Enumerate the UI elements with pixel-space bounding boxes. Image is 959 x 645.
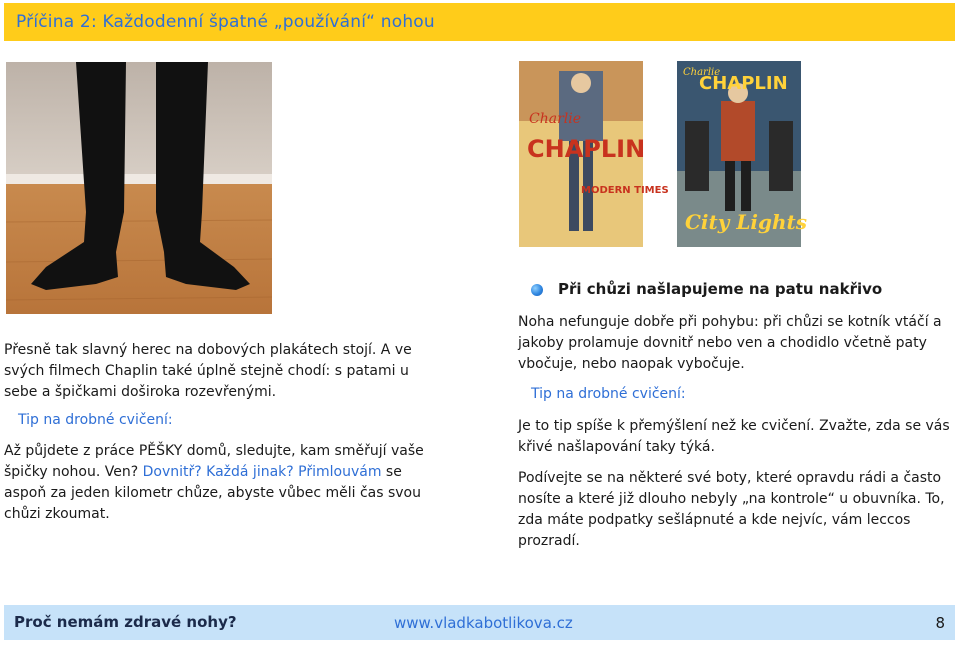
left-para2-b: Dovnitř? Každá jinak? <box>142 464 294 480</box>
poster1-line3: MODERN TIMES <box>581 185 669 196</box>
left-para2-a: Až půjdete z práce PĚŠKY domů, sledujte, kam směřují vaše špičky nohou. Ven? <box>4 443 424 480</box>
footer-bar <box>4 605 955 640</box>
page-number: 8 <box>935 614 945 632</box>
left-paragraph-2 <box>4 441 432 525</box>
modern-times-poster <box>519 61 669 247</box>
right-paragraph-2: Je to tip spíše k přemýšlení než ke cvičení. Zvažte, zda se vás křivé našlapování taky týká. <box>518 418 950 455</box>
header-bar <box>4 3 955 41</box>
left-para2-c: Přimlouvám <box>298 464 382 480</box>
poster2-line2: CHAPLIN <box>699 73 788 94</box>
poster2-line3: City Lights <box>685 210 808 234</box>
right-heading: Při chůzi našlapujeme na patu nakřivo <box>558 280 883 298</box>
left-para2-d: se aspoň za jeden kilometr chůze, abyste vůbec měli čas svou chůzi zkoumat. <box>4 464 421 522</box>
bullet-icon <box>531 284 543 296</box>
left-tip-heading: Tip na drobné cvičení: <box>18 412 173 428</box>
right-paragraph-3: Podívejte se na některé své boty, které opravdu rádi a často nosíte a které již dlouho nebyly „na kontrole“ u obuvníka. To, zda máte podpatky sešlápnuté a kde nejvíc, vám leccos prozradí. <box>518 470 945 549</box>
poster2-line1: Charlie <box>683 67 721 78</box>
poster1-line1: Charlie <box>529 111 582 127</box>
footer-url-link[interactable]: www.vladkabotlikova.cz <box>394 614 573 632</box>
page-title: Příčina 2: Každodenní špatné „používání“ nohou <box>16 12 435 32</box>
feet-photo <box>6 62 272 314</box>
right-paragraph-1: Noha nefunguje dobře při pohybu: při chůzi se kotník vtáčí a jakoby prolamuje dovnitř nebo ven a chodidlo včetně paty vbočuje, nebo naopak vybočuje. <box>518 314 942 372</box>
right-tip-heading: Tip na drobné cvičení: <box>531 386 686 402</box>
city-lights-poster <box>677 61 808 247</box>
poster1-line2: CHAPLIN <box>527 135 646 163</box>
left-paragraph-1: Přesně tak slavný herec na dobových plakátech stojí. A ve svých filmech Chaplin také úplně stejně chodí: s patami u sebe a špičkami doširoka rozevřenými. <box>4 342 412 400</box>
footer-title: Proč nemám zdravé nohy? <box>14 613 237 631</box>
